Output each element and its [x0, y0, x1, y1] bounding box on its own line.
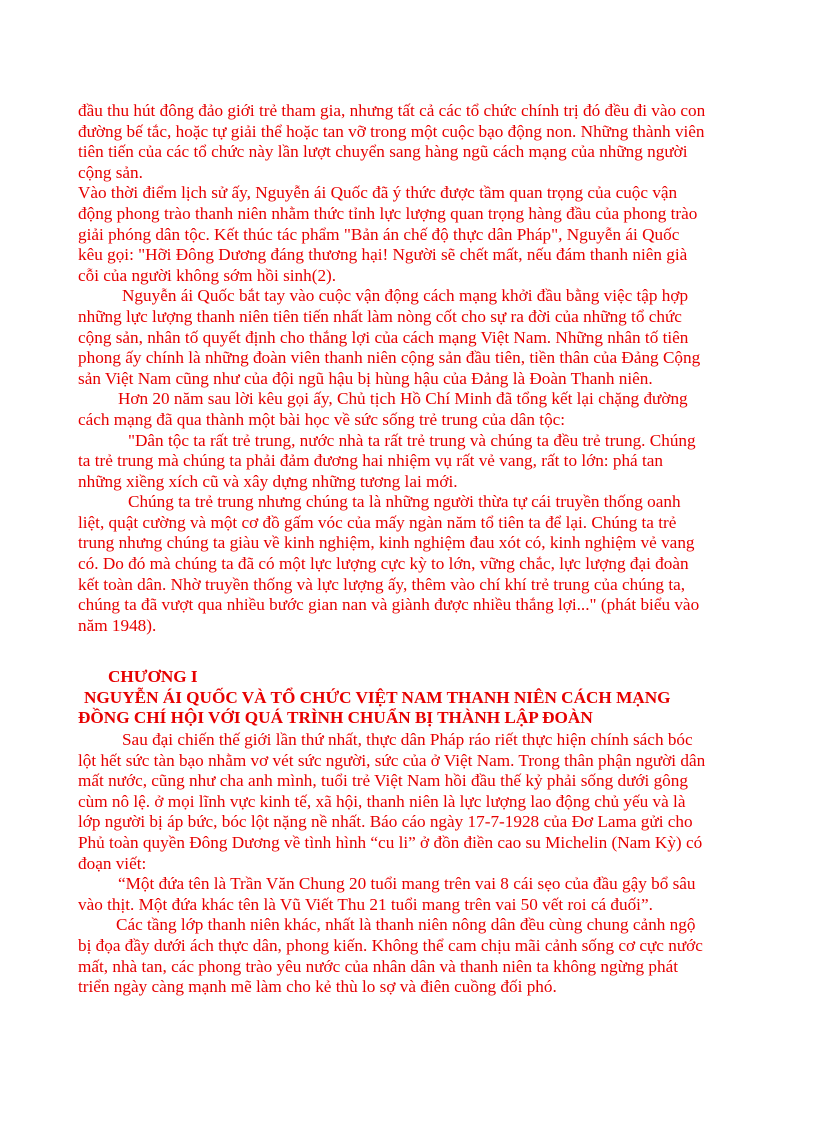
text-line: Hơn 20 năm sau lời kêu gọi ấy, Chủ tịch Hồ Chí Minh đã tổng kết lại chặng đường [118, 389, 688, 409]
text-line: liệt, quật cường và một cơ đồ gấm vóc của mấy ngàn năm tổ tiên ta để lại. Chúng ta trẻ [78, 512, 677, 532]
text-line: triển ngày càng mạnh mẽ làm cho kẻ thù lo sợ và điên cuồng đối phó. [78, 977, 557, 997]
text-line: năm 1948). [78, 615, 157, 635]
text-line: động phong trào thanh niên nhằm thức tỉnh lực lượng quan trọng hàng đầu của phong trào [78, 203, 698, 223]
text-line: lớp người bị áp bức, bóc lột nặng nề nhất. Báo cáo ngày 17-7-1928 của Đơ Lama gửi cho [78, 812, 693, 832]
text-line: “Một đứa tên là Trần Văn Chung 20 tuổi mang trên vai 8 cái sẹo của đầu gậy bổ sâu [118, 874, 696, 894]
text-line: tiên tiến của các tổ chức này lần lượt chuyển sang hàng ngũ cách mạng của những người [78, 142, 688, 162]
text-line: Chúng ta trẻ trung nhưng chúng ta là những người thừa tự cái truyền thống oanh [128, 492, 681, 512]
text-line: bị đọa đầy dưới ách thực dân, phong kiến. Không thể cam chịu mãi cảnh sống cơ cực nước [78, 935, 703, 955]
text-line: có. Do đó mà chúng ta đã có một lực lượng cực kỳ to lớn, vững chắc, lực lượng đại đoàn [78, 554, 689, 574]
text-line: cùm nô lệ. ở mọi lĩnh vực kinh tế, xã hội, thanh niên là lực lượng lao động chủ yếu và là [78, 791, 686, 811]
text-line: mất nước, cũng như cha anh mình, tuổi trẻ Việt Nam hồi đầu thế kỷ phải sống dưới gông [78, 771, 688, 791]
chapter-title-line: ĐỒNG CHÍ HỘI VỚI QUÁ TRÌNH CHUẨN BỊ THÀNH LẬP ĐOÀN [78, 708, 593, 728]
chapter-title-line: NGUYỄN ÁI QUỐC VÀ TỔ CHỨC VIỆT NAM THANH NIÊN CÁCH MẠNG [84, 687, 671, 707]
text-line: đoạn viết: [78, 853, 147, 873]
text-line: lột hết sức tàn bạo nhằm vơ vét sức người, sức của ở Việt Nam. Trong thân phận người dân [78, 750, 706, 770]
text-line: phong ấy chính là những đoàn viên thanh niên cộng sản đầu tiên, tiền thân của Đảng Cộng [78, 348, 701, 368]
text-line: mất, nhà tan, các phong trào yêu nước của nhân dân và thanh niên ta không ngừng phát [78, 956, 678, 976]
text-line: vào thịt. Một đứa khác tên là Vũ Viết Thu 21 tuổi mang trên vai 50 vết roi cá đuối”. [78, 894, 653, 914]
text-line: cộng sản, nhân tố quyết định cho thắng lợi của cách mạng Việt Nam. Những nhân tố tiên [78, 327, 689, 347]
text-line: chúng ta đã vượt qua nhiều bước gian nan và giành được nhiều thắng lợi..." (phát biểu vào [78, 595, 700, 615]
chapter-heading [78, 667, 778, 729]
text-line: ta trẻ trung mà chúng ta phải đảm đương hai nhiệm vụ rất vẻ vang, rất to lớn: phá tan [78, 451, 663, 471]
text-line: kêu gọi: "Hỡi Đông Dương đáng thương hại! Người sẽ chết mất, nếu đám thanh niên già [78, 245, 688, 265]
text-line: Phủ toàn quyền Đông Dương về tình hình “cu li” ở đồn điền cao su Michelin (Nam Kỳ) có [78, 832, 703, 852]
chapter-label: CHƯƠNG I [108, 667, 198, 686]
body-text-bottom [78, 730, 778, 998]
text-line: đường bế tắc, hoặc tự giải thể hoặc tan vỡ trong một cuộc bạo động non. Những thành viên [78, 121, 705, 141]
text-line: Sau đại chiến thế giới lần thứ nhất, thực dân Pháp ráo riết thực hiện chính sách bóc [122, 730, 693, 749]
text-line: "Dân tộc ta rất trẻ trung, nước nhà ta rất trẻ trung và chúng ta đều trẻ trung. Chúng [128, 430, 696, 450]
text-line: những xiềng xích cũ và xây dựng những tương lai mới. [78, 471, 458, 491]
text-line: kết toàn dân. Nhờ truyền thống và lực lượng ấy, thêm vào chí khí trẻ trung của chúng ta, [78, 574, 686, 594]
text-line: cỗi của người không sớm hồi sinh(2). [78, 265, 337, 285]
text-line: đầu thu hút đông đảo giới trẻ tham gia, nhưng tất cả các tổ chức chính trị đó đều đi vào con [78, 101, 706, 120]
text-line: Nguyễn ái Quốc bắt tay vào cuộc vận động cách mạng khởi đầu bằng việc tập hợp [122, 286, 689, 306]
text-line: cách mạng đã qua thành một bài học về sức sống trẻ trung của dân tộc: [78, 409, 566, 429]
text-line: giải phóng dân tộc. Kết thúc tác phẩm "Bản án chế độ thực dân Pháp", Nguyễn ái Quốc [78, 224, 680, 244]
text-line: sản Việt Nam cũng như của đội ngũ hậu bị hùng hậu của Đảng là Đoàn Thanh niên. [78, 368, 653, 388]
text-line: trung nhưng chúng ta giàu về kinh nghiệm, kinh nghiệm đau xót có, kinh nghiệm vẻ vang [78, 533, 695, 553]
body-text-top [78, 101, 778, 636]
text-line: Các tầng lớp thanh niên khác, nhất là thanh niên nông dân đều cùng chung cảnh ngộ [116, 915, 696, 935]
text-line: những lực lượng thanh niên tiên tiến nhất làm nòng cốt cho sự ra đời của những tổ chức [78, 306, 682, 326]
text-line: cộng sản. [78, 162, 143, 182]
text-line: Vào thời điểm lịch sử ấy, Nguyễn ái Quốc đã ý thức được tầm quan trọng của cuộc vận [78, 183, 678, 203]
